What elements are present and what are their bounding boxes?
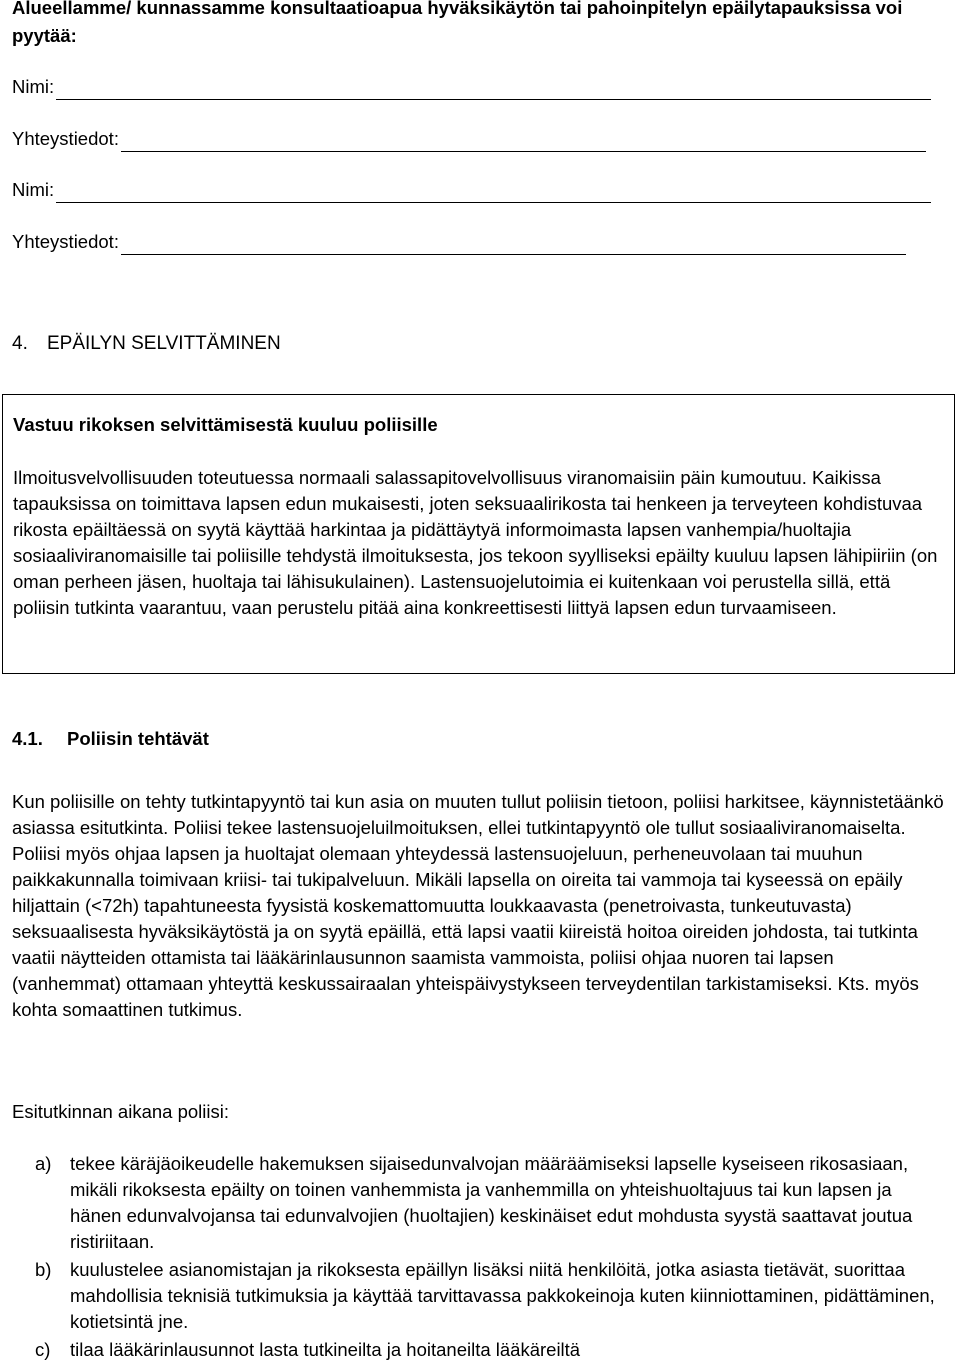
consultation-heading: Alueellamme/ kunnassamme konsultaatioapua hyväksikäytön tai pahoinpitelyn epäilytapauksissa voi pyytää: — [12, 0, 903, 46]
name-field-2[interactable] — [12, 177, 931, 203]
contact-label-1: Yhteystiedot: — [12, 128, 119, 149]
section-4-1-heading — [12, 725, 209, 753]
section-4-number: 4. — [12, 333, 28, 354]
contact-label-2: Yhteystiedot: — [12, 231, 119, 252]
list-marker: c) — [35, 1339, 51, 1360]
list-item-text: kuulustelee asianomistajan ja rikoksesta epäillyn lisäksi niitä henkilöitä, jotka asiasta tietävät, suorittaa mahdollisia teknisiä tutkimuksia ja käyttää tarvittavassa pakkokeinoja kuten kiinniottaminen, pidättäminen, kotietsintä jne. — [70, 1259, 935, 1332]
preliminary-investigation-label: Esitutkinnan aikana poliisi: — [12, 1101, 229, 1122]
police-responsibility-box — [2, 394, 955, 674]
box-text: Ilmoitusvelvollisuuden toteutuessa normaali salassapitovelvollisuus viranomaisiin päin kumoutuu. Kaikissa tapauksissa on toimittava lapsen edun mukaisesti, joten seksuaalirikosta tai henkeen ja terveyteen kohdistuvaa rikosta epäiltäessä on syytä käyttää harkintaa ja pidättäytyä informoimasta lapsen vanhempia/huoltajia sosiaaliviranomaisille tai poliisille tehdystä ilmoituksesta, jos tekoon syylliseksi epäilty kuuluu lapsen lähipiiriin (on oman perheen jäsen, huoltaja tai lähisukulainen). Lastensuojelutoimia ei kuitenkaan voi perustella sillä, että poliisin tutkinta vaarantuu, vaan perustelu pitää aina konkreettisesti liittyä lapsen edun turvaamiseen. — [13, 467, 938, 618]
contact-field-2[interactable] — [12, 229, 906, 255]
contact-line-1[interactable] — [121, 131, 926, 152]
list-marker: b) — [35, 1259, 52, 1280]
name-label-1: Nimi: — [12, 76, 55, 97]
list-item — [12, 1257, 947, 1335]
list-item-text: tekee käräjäoikeudelle hakemuksen sijaisedunvalvojan määräämiseksi lapselle kyseiseen rikosasiaan, mikäli rikoksesta epäilty on toinen vanhemmista ja vanhemmilla on yhteishuoltajuus tai kun lapsen ja hänen edunvalvojansa tai edunvalvojien (huoltajien) keskinäiset edut mohdusta syystä saattavat joutua ristiriitaan. — [70, 1153, 913, 1252]
list-marker: a) — [35, 1153, 52, 1174]
name-line-2[interactable] — [56, 182, 931, 203]
box-title: Vastuu rikoksen selvittämisestä kuuluu poliisille — [13, 414, 438, 435]
police-duties-paragraph: Kun poliisille on tehty tutkintapyyntö tai kun asia on muuten tullut poliisin tietoon, poliisi harkitsee, käynnistetäänkö asiassa esitutkinta. Poliisi tekee lastensuojeluilmoituksen, ellei tutkintapyyntö ole tullut sosiaaliviranomaiselta. Poliisi myös ohjaa lapsen ja huoltajat olemaan yhteydessä lastensuojeluun, perheneuvolaan tai muuhun paikkakunnalla toimivaan kriisi- tai tukipalveluun. Mikäli lapsella on oireita tai vammoja tai kyseessä on epäily hiljattain (<72h) tapahtuneesta fyysistä koskemattomuutta loukkaavasta (penetroivasta, tunkeutuvasta) seksuaalisesta hyväksikäytöstä ja on syytä epäillä, että lapsi vaatii kiireistä hoitoa oireiden johdosta, tai tutkinta vaatii näytteiden ottamista tai lääkärinlausunnon saamista vammoista, poliisi ohjaa nuoren tai lapsen (vanhemmat) ottamaan yhteyttä keskussairaalan yhteispäivystykseen terveydentilan tarkistamiseksi. Kts. myös kohta somaattinen tutkimus. — [12, 791, 944, 1020]
section-4-heading — [12, 330, 281, 358]
section-4-title: EPÄILYN SELVITTÄMINEN — [47, 333, 281, 354]
name-line-1[interactable] — [56, 79, 931, 100]
name-field-1[interactable] — [12, 74, 931, 100]
police-actions-list — [12, 1151, 947, 1365]
section-4-1-number: 4.1. — [12, 728, 43, 749]
section-4-1-title: Poliisin tehtävät — [67, 728, 209, 749]
contact-line-2[interactable] — [121, 234, 906, 255]
list-item-text: tilaa lääkärinlausunnot lasta tutkineilta ja hoitaneilta lääkäreiltä — [70, 1339, 581, 1360]
list-item — [12, 1151, 947, 1255]
name-label-2: Nimi: — [12, 179, 55, 200]
contact-field-1[interactable] — [12, 126, 926, 152]
list-item — [12, 1337, 947, 1363]
